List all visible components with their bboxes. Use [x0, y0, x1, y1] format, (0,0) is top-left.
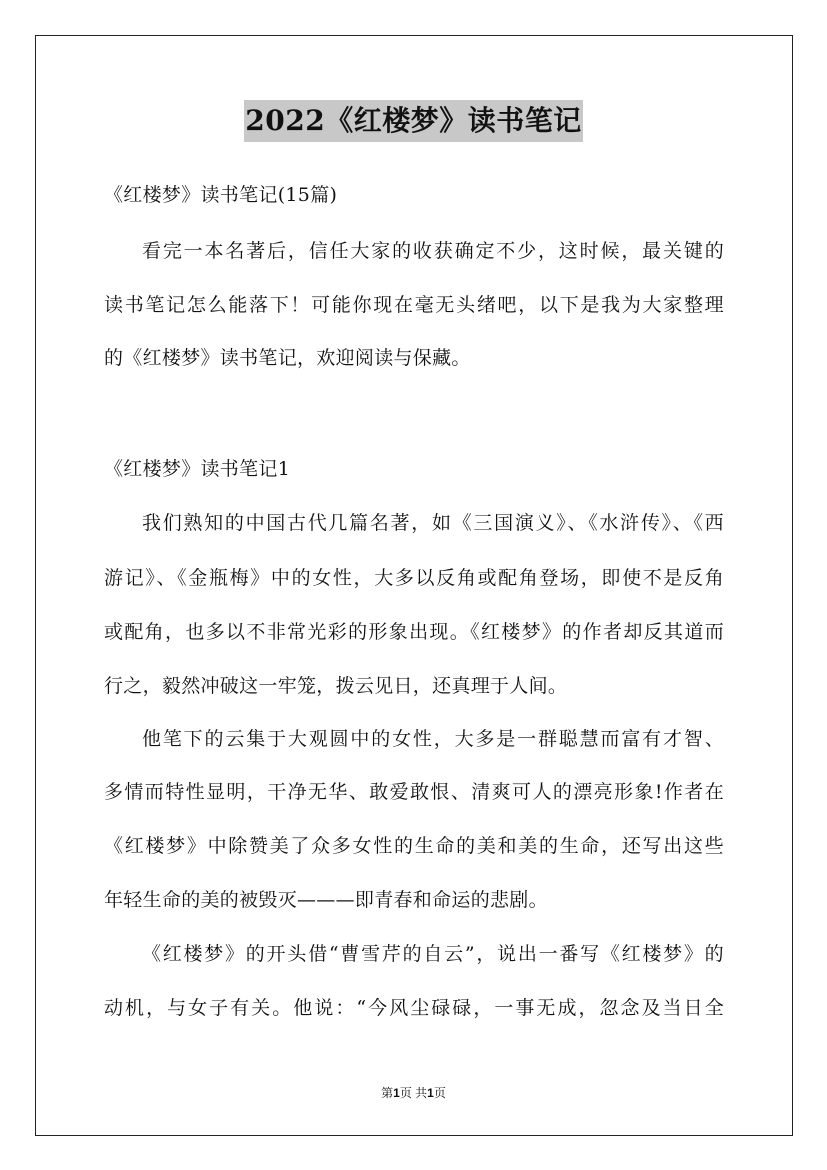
para3-line: 《红楼梦》的开头借“曹雪芹的自云”，说出一番写《红楼梦》的	[142, 943, 724, 965]
subtitle: 《红楼梦》读书笔记(15篇)	[104, 184, 338, 206]
footer-suffix: 页	[433, 1086, 446, 1100]
para2-line: 《红楼梦》中除赞美了众多女性的生命的美和美的生命，还写出这些	[104, 835, 724, 857]
intro-line: 读书笔记怎么能落下！可能你现在毫无头绪吧，以下是我为大家整理	[104, 294, 724, 316]
intro-line: 的《红楼梦》读书笔记，欢迎阅读与保藏。	[104, 347, 471, 369]
para1-line: 我们熟知的中国古代几篇名著，如《三国演义》、《水浒传》、《西	[142, 512, 724, 534]
para1-line: 或配角，也多以不非常光彩的形象出现。《红楼梦》的作者却反其道而	[104, 621, 724, 643]
section-heading: 《红楼梦》读书笔记1	[104, 458, 291, 480]
footer-prefix: 第	[381, 1086, 394, 1100]
para2-line: 年轻生命的美的被毁灭———即青春和命运的悲剧。	[104, 889, 548, 911]
intro-line: 看完一本名著后，信任大家的收获确定不少，这时候，最关键的	[142, 240, 724, 262]
document-title: 2022《红楼梦》读书笔记	[244, 100, 582, 142]
title-container	[0, 100, 827, 142]
footer-total-pages: 1	[427, 1086, 434, 1100]
page-footer	[0, 1084, 827, 1101]
para1-line: 行之，毅然冲破这一牢笼，拨云见日，还真理于人间。	[104, 675, 568, 697]
para3-line: 动机，与女子有关。他说：“今风尘碌碌，一事无成，忽念及当日全	[104, 997, 724, 1019]
para2-line: 多情而特性显明，干净无华、敢爱敢恨、清爽可人的漂亮形象!作者在	[104, 781, 724, 803]
para2-line: 他笔下的云集于大观圆中的女性，大多是一群聪慧而富有才智、	[142, 728, 724, 750]
footer-mid: 页 共	[399, 1086, 428, 1100]
para1-line: 游记》、《金瓶梅》中的女性，大多以反角或配角登场，即使不是反角	[104, 567, 724, 589]
footer-page-number: 1	[393, 1086, 400, 1100]
